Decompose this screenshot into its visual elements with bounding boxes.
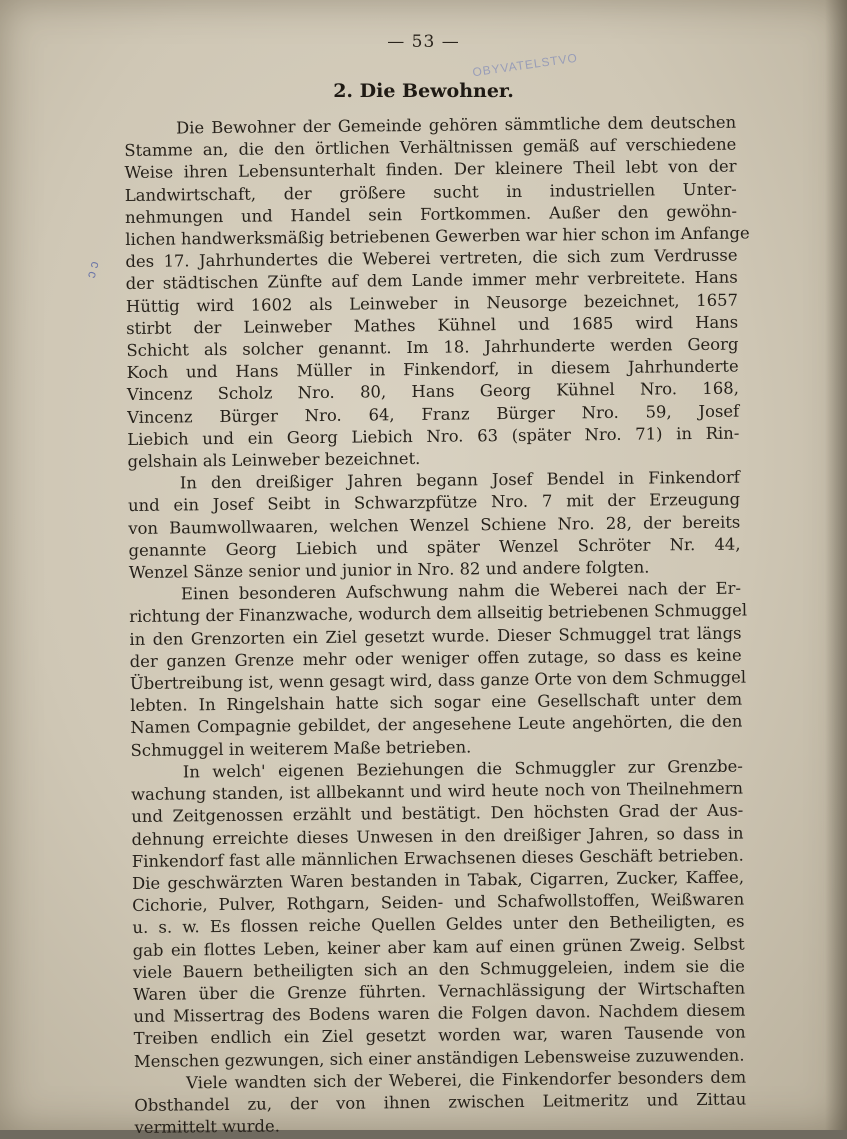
text-line: von Baumwollwaaren, welchen Wenzel Schiene Nro. 28, der bereits bbox=[128, 512, 741, 538]
text-line: Menschen gezwungen, sich einer anständigen Lebensweise zuzuwenden. bbox=[133, 1045, 745, 1071]
text-line: der städtischen Zünfte auf dem Lande immer mehr verbreitete. Hans bbox=[125, 268, 738, 294]
text-line: Koch und Hans Müller in Finkendorf, in diesem Jahrhunderte bbox=[126, 356, 739, 383]
text-line: viele Bauern betheiligten sich an den Schmuggeleien, indem sie die bbox=[132, 956, 746, 982]
text-line: genannte Georg Liebich und später Wenzel Schröter Nr. 44, bbox=[128, 534, 741, 560]
section-title: 2. Die Bewohner. bbox=[333, 80, 514, 102]
text-line: und Missertrag des Bodens waren die Folgen davon. Nachdem diesem bbox=[133, 1000, 746, 1027]
text-line: In den dreißiger Jahren begann Josef Bendel in Finkendorf bbox=[179, 467, 740, 493]
text-line: Namen Compagnie gebildet, der angesehene Leute angehörten, die den bbox=[130, 712, 743, 738]
text-line: Die geschwärzten Waren bestanden in Tabak, Cigarren, Zucker, Kaffee, bbox=[131, 867, 745, 893]
text-line: Liebich und ein Georg Liebich Nro. 63 (später Nro. 71) in Rin- bbox=[127, 423, 740, 449]
margin-pencil-mark: ↄ ↄ bbox=[82, 259, 102, 280]
text-line: nehmungen und Handel sein Fortkommen. Außer den gewöhn- bbox=[124, 201, 738, 227]
text-line: und ein Josef Seibt in Schwarzpfütze Nro. 7 mit der Erzeugung bbox=[127, 490, 741, 516]
text-line: Hüttig wird 1602 als Leinweber in Neusorge bezeichnet, 1657 bbox=[125, 290, 739, 316]
text-line: stirbt der Leinweber Mathes Kühnel und 1685 wird Hans bbox=[126, 312, 739, 338]
body-text bbox=[124, 112, 750, 1139]
text-line: des 17. Jahrhundertes die Weberei vertreten, die sich zum Verdrusse bbox=[125, 245, 738, 272]
text-line: Obsthandel zu, der von ihnen zwischen Leitmeritz und Zittau bbox=[134, 1089, 747, 1115]
text-line: gab ein flottes Leben, keiner aber kam auf einen grünen Zweig. Selbst bbox=[132, 934, 745, 960]
text-line: In welch' eigenen Beziehungen die Schmuggler zur Grenzbe- bbox=[182, 756, 743, 782]
text-line: lebten. In Ringelshain hatte sich sogar eine Gesellschaft unter dem bbox=[130, 689, 743, 716]
text-line: Schicht als solcher genannt. Im 18. Jahrhunderte werden Georg bbox=[126, 334, 739, 361]
text-line: Viele wandten sich der Weberei, die Finkendorfer besonders dem bbox=[186, 1067, 747, 1093]
library-stamp: OBYVATELSTVO bbox=[471, 50, 579, 80]
text-line: Weise ihren Lebensunterhalt finden. Der kleinere Theil lebt von der bbox=[124, 156, 737, 183]
text-line: Waren über die Grenze führten. Vernachlässigung der Wirtschaften bbox=[133, 978, 746, 1004]
text-line: der ganzen Grenze mehr oder weniger offen zutage, so dass es keine bbox=[129, 645, 742, 671]
text-line: und Zeitgenossen erzählt und bestätigt. Den höchsten Grad der Aus- bbox=[131, 800, 744, 827]
text-line: dehnung erreichte dieses Unwesen in den dreißiger Jahren, so dass in bbox=[131, 823, 744, 849]
page-edge-shadow bbox=[825, 0, 847, 1130]
text-line: Schmuggel in weiterem Maße betrieben. bbox=[130, 737, 472, 760]
text-line: Cichorie, Pulver, Rothgarn, Seiden- und Schafwollstoffen, Weißwaren bbox=[132, 889, 745, 916]
text-line: in den Grenzorten ein Ziel gesetzt wurde. Dieser Schmuggel trat längs bbox=[129, 623, 742, 649]
text-line: richtung der Finanzwache, wodurch dem allseitig betriebenen Schmuggel bbox=[129, 600, 748, 627]
text-line: Finkendorf fast alle männlichen Erwachsenen dieses Geschäft betrieben. bbox=[131, 845, 744, 871]
text-line: Stamme an, die den örtlichen Verhältnissen gemäß auf verschiedene bbox=[124, 134, 737, 161]
text-line: Vincenz Bürger Nro. 64, Franz Bürger Nro. 59, Josef bbox=[127, 401, 740, 427]
text-line: u. s. w. Es flossen reiche Quellen Geldes unter den Betheiligten, es bbox=[132, 911, 745, 938]
text-line: lichen handwerksmäßig betriebenen Gewerben war hier schon im Anfange bbox=[125, 223, 750, 250]
text-line: Einen besonderen Aufschwung nahm die Weberei nach der Er- bbox=[180, 578, 742, 604]
text-line: Treiben endlich ein Ziel gesetzt worden war, waren Tausende von bbox=[133, 1022, 746, 1049]
text-line: Wenzel Sänze senior und junior in Nro. 82 und andere folgten. bbox=[128, 557, 650, 583]
text-line: gelshain als Leinweber bezeichnet. bbox=[127, 448, 421, 472]
page-number: — 53 — bbox=[387, 32, 460, 52]
text-line: Landwirtschaft, der größere sucht in industriellen Unter- bbox=[124, 179, 737, 205]
text-line: Vincenz Scholz Nro. 80, Hans Georg Kühnel Nro. 168, bbox=[126, 379, 739, 405]
text-line: Übertreibung ist, wenn gesagt wird, dass ganze Orte von dem Schmuggel bbox=[129, 667, 747, 694]
text-line: Die Bewohner der Gemeinde gehören sämmtliche dem deutschen bbox=[176, 112, 737, 138]
text-line: vermittelt wurde. bbox=[134, 1116, 280, 1138]
text-line: wachung standen, ist allbekannt und wird heute noch von Theilnehmern bbox=[130, 778, 744, 805]
